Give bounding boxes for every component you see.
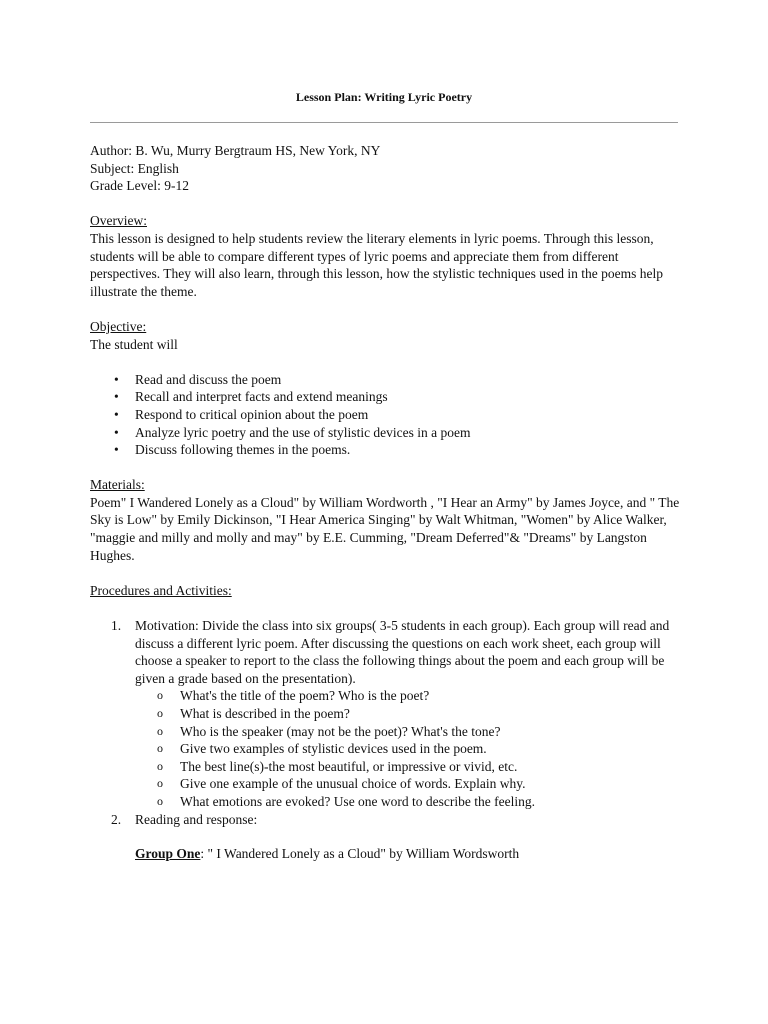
- step-text: Motivation: Divide the class into six groups( 3-5 students in each group). Each group will read and discuss a different lyric poem. After discussing the questions on each work sheet, each group will choose a speaker to report to the class the following things about the poem and each group will be given a grade based on the presentation).: [135, 618, 670, 686]
- grade-line: Grade Level: 9-12: [90, 178, 189, 194]
- list-item: • Recall and interpret facts and extend meanings: [114, 389, 388, 405]
- group-label: Group One: [135, 846, 201, 862]
- overview-text: This lesson is designed to help students review the literary elements in lyric poems. Through this lesson, students will be able to compare different types of lyric poems and appreciate them from different perspectives. They will also learn, through this lesson, how the stylistic techniques used in the poems help illustrate the theme.: [90, 230, 664, 299]
- document-body: [90, 142, 682, 863]
- circle-bullet-icon: o: [157, 741, 163, 756]
- bullet-icon: •: [114, 371, 119, 387]
- group-one-line: [90, 845, 682, 863]
- list-item: • Analyze lyric poetry and the use of stylistic devices in a poem: [114, 424, 471, 440]
- bullet-icon: •: [114, 424, 119, 440]
- step-number: 2.: [111, 811, 122, 827]
- circle-bullet-icon: o: [157, 758, 163, 773]
- list-item: o What emotions are evoked? Use one word to describe the feeling.: [157, 793, 535, 809]
- list-item: o What is described in the poem?: [157, 706, 350, 721]
- list-item: • Respond to critical opinion about the poem: [114, 406, 369, 422]
- list-item: o Give two examples of stylistic devices used in the poem.: [157, 741, 487, 757]
- overview-heading: Overview:: [90, 213, 147, 229]
- bullet-icon: •: [114, 406, 119, 422]
- circle-bullet-icon: o: [157, 723, 163, 738]
- circle-bullet-icon: o: [157, 793, 163, 808]
- procedure-step-1: [90, 617, 682, 811]
- circle-bullet-icon: o: [157, 688, 163, 703]
- procedures-heading: Procedures and Activities:: [90, 582, 232, 598]
- subject-line: Subject: English: [90, 160, 179, 176]
- procedures-list: [90, 617, 682, 828]
- step-text: Reading and response:: [135, 811, 258, 827]
- bullet-icon: •: [114, 442, 119, 458]
- objective-intro: The student will: [90, 336, 178, 352]
- step-number: 1.: [111, 618, 122, 634]
- list-item: o Who is the speaker (may not be the poet)? What's the tone?: [157, 723, 501, 739]
- circle-bullet-icon: o: [157, 776, 163, 791]
- list-item: o Give one example of the unusual choice of words. Explain why.: [157, 776, 526, 792]
- materials-heading: Materials:: [90, 477, 145, 493]
- objective-heading: Objective:: [90, 318, 147, 334]
- bullet-icon: •: [114, 389, 119, 405]
- objective-list: [90, 371, 682, 459]
- list-item: o What's the title of the poem? Who is the poet?: [157, 688, 430, 704]
- list-item: • Discuss following themes in the poems.: [114, 442, 351, 458]
- list-item: o The best line(s)-the most beautiful, or impressive or vivid, etc.: [157, 758, 518, 774]
- list-item: • Read and discuss the poem: [114, 371, 282, 387]
- page-title: Lesson Plan: Writing Lyric Poetry: [295, 90, 473, 104]
- question-list: [135, 687, 682, 810]
- title-divider: [90, 122, 678, 123]
- procedure-step-2: [90, 811, 682, 829]
- author-line: Author: B. Wu, Murry Bergtraum HS, New York, NY: [90, 143, 381, 158]
- circle-bullet-icon: o: [157, 706, 163, 720]
- materials-text: Poem" I Wandered Lonely as a Cloud" by William Wordworth , "I Hear an Army" by James Joyce, and " The Sky is Low" by Emily Dickinson, "I Hear America Singing" by Walt Whitman, "Women" by Alice Walker, "maggie and milly and molly and may" by E.E. Cumming, "Dream Deferred"& "Dreams" by Langston Hughes.: [90, 494, 680, 563]
- group-poem: : " I Wandered Lonely as a Cloud" by William Wordsworth: [200, 846, 520, 862]
